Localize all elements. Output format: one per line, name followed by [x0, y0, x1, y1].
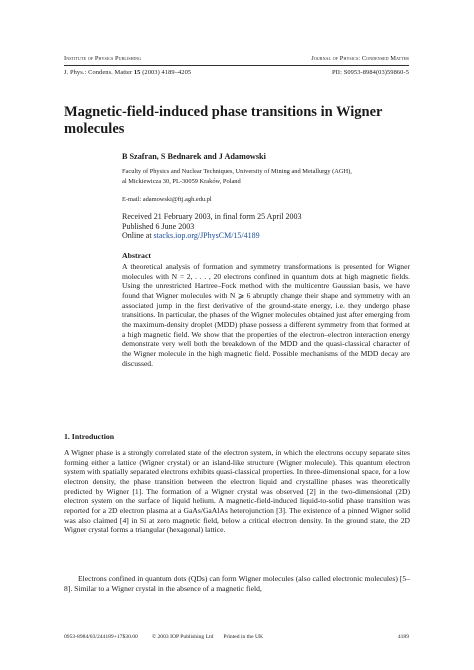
section-heading: 1. Introduction — [64, 432, 115, 441]
header-rule — [64, 65, 409, 66]
publication-dates — [122, 212, 410, 241]
printed-notice: Printed in the UK — [223, 634, 264, 640]
online-line: Online at stacks.iop.org/JPhysCM/15/4189 — [122, 231, 260, 241]
contact-email: E-mail: adamowski@ftj.agh.edu.pl — [122, 196, 212, 203]
journal-reference: J. Phys.: Condens. Matter 15 (2003) 4189–4205 — [64, 69, 192, 76]
citation-line — [64, 69, 409, 76]
received-date: Received 21 February 2003, in final form 25 April 2003 — [122, 212, 302, 221]
copyright-notice: © 2003 IOP Publishing Ltd — [151, 634, 214, 640]
published-date: Published 6 June 2003 — [122, 221, 195, 231]
author-list: B Szafran, S Bednarek and J Adamowski — [122, 152, 266, 161]
online-link[interactable]: stacks.iop.org/JPhysCM/15/4189 — [153, 231, 260, 241]
affiliation-line: al Mickiewicza 30, PL-30059 Kraków, Poland — [122, 178, 241, 185]
volume-number: 15 — [133, 69, 141, 76]
journal-name: Journal of Physics: Condensed Matter — [311, 55, 409, 62]
publisher-name: Institute of Physics Publishing — [64, 55, 142, 62]
article-code: 0953-8984/03/244189+17$30.00 — [64, 634, 138, 640]
body-paragraph: A Wigner phase is a strongly correlated state of the electron system, in which the electrons occupy separate sites forming either a lattice (Wigner crystal) or an island-like structure (Wigner molecule). This quantum electron system with spatially separated electrons exhibits quasi-classical properties. In three-dimensional space, for a low electron density, the phase transition between the electron liquid and crystalline phases was theoretically predicted by Wigner [1]. The formation of a Wigner crystal was observed [2] in the two-dimensional (2D) electron system on the surface of liquid helium. A magnetic-field-induced liquid-to-solid phase transition was reported for a 2D electron plasma at a GaAs/GaAlAs heterojunction [3]. The existence of a pinned Wigner solid was also claimed [4] in Si at zero magnetic field, below a critical electron density. In the ground state, the 2D Wigner crystal forms a triangular (hexagonal) lattice. — [64, 448, 410, 535]
abstract-heading: Abstract — [122, 251, 152, 260]
paper-title: Magnetic-field-induced phase transitions in Wigner molecules — [64, 104, 383, 137]
body-paragraph: Electrons confined in quantum dots (QDs) can form Wigner molecules (also called electronic molecules) [5–8]. Similar to a Wigner crystal in the absence of a magnetic field, — [64, 574, 410, 593]
affiliation-line: Faculty of Physics and Nuclear Techniques, University of Mining and Metallurgy (AGH), — [122, 168, 352, 175]
page-number: 4189 — [397, 634, 409, 640]
abstract-text: A theoretical analysis of formation and symmetry transformations is presented for Wigner molecules with N = 2, . . . , 20 electrons confined in quantum dots at high magnetic fields. Using the unrestricted Hartree–Fock method with the multicentre Gaussian basis, we have found that Wigner molecules with N ⩾ 6 abruptly change their shape and symmetry with an associated jump in the first derivative of the ground-state energy, i.e. they undergo phase transitions. In particular, the phases of the Wigner molecules obtained just after emerging from the maximum-density droplet (MDD) phase possess a different symmetry from that formed at a high magnetic field. We show that the properties of the electron–electron interaction energy demonstrate very well both the breakdown of the MDD and the quasi-classical character of the Wigner molecule in the high magnetic field. Possible mechanisms of the MDD decay are discussed. — [122, 262, 410, 368]
page-footer — [64, 634, 409, 640]
running-header — [64, 55, 409, 62]
affiliation — [122, 167, 410, 187]
pii-code: PII: S0953-8984(03)59860-5 — [332, 69, 409, 76]
